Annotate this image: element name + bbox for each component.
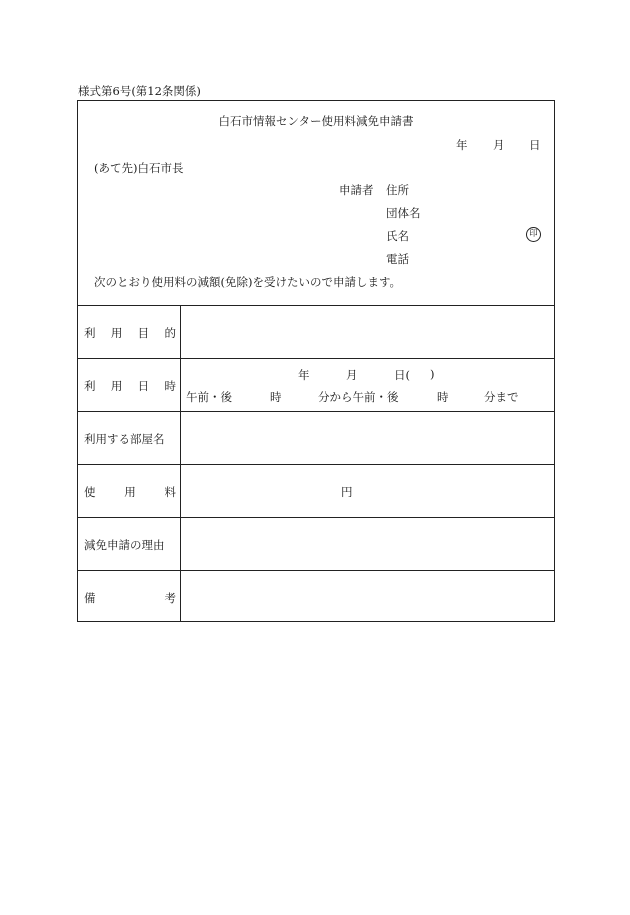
room-field[interactable] bbox=[181, 412, 554, 464]
label-char: 用 bbox=[110, 326, 123, 340]
label-char: 用 bbox=[110, 379, 123, 393]
fee-label bbox=[84, 484, 176, 500]
applicant-phone-label: 電話 bbox=[386, 252, 409, 266]
use-year: 年 bbox=[298, 368, 310, 382]
statement: 次のとおり使用料の減額(免除)を受けたいので申請します。 bbox=[94, 275, 402, 289]
use-weekday-close: ) bbox=[430, 367, 435, 381]
label-char: 的 bbox=[164, 326, 176, 340]
form-title: 白石市情報センター使用料減免申請書 bbox=[218, 114, 414, 128]
fee-field[interactable] bbox=[181, 465, 554, 517]
fee-unit: 円 bbox=[341, 485, 353, 499]
date-year: 年 bbox=[456, 138, 468, 152]
form-reference: 様式第6号(第12条関係) bbox=[78, 84, 201, 98]
hour-from: 時 bbox=[270, 390, 282, 404]
datetime-label bbox=[84, 378, 176, 394]
room-label: 利用する部屋名 bbox=[84, 432, 165, 446]
purpose-label bbox=[84, 325, 176, 341]
use-month: 月 bbox=[346, 368, 358, 382]
remarks-label bbox=[84, 590, 176, 606]
label-char: 考 bbox=[164, 591, 176, 605]
minute-from: 分から午前・後 bbox=[318, 390, 399, 404]
label-char: 料 bbox=[164, 485, 176, 499]
use-day: 日( bbox=[394, 368, 410, 382]
purpose-field[interactable] bbox=[181, 306, 554, 358]
applicant-organization-label: 団体名 bbox=[386, 206, 421, 220]
reason-field[interactable] bbox=[181, 518, 554, 570]
applicant-address-label: 住所 bbox=[386, 183, 409, 197]
label-char: 利 bbox=[84, 379, 96, 393]
date-month: 月 bbox=[493, 138, 505, 152]
label-char: 使 bbox=[84, 485, 96, 499]
datetime-field[interactable] bbox=[181, 359, 554, 411]
applicant-heading: 申請者 bbox=[339, 183, 374, 197]
date-day: 日 bbox=[529, 138, 541, 152]
remarks-field[interactable] bbox=[181, 571, 554, 621]
reason-label: 減免申請の理由 bbox=[84, 538, 165, 552]
addressee: (あて先)白石市長 bbox=[94, 161, 184, 175]
label-char: 利 bbox=[84, 326, 96, 340]
label-char: 備 bbox=[84, 591, 96, 605]
ampm-from: 午前・後 bbox=[186, 390, 232, 404]
seal-mark: 印 bbox=[526, 227, 541, 242]
hour-to: 時 bbox=[437, 390, 449, 404]
label-char: 目 bbox=[137, 326, 150, 340]
application-form bbox=[77, 100, 555, 622]
label-char: 日 bbox=[137, 379, 150, 393]
label-char: 時 bbox=[164, 379, 176, 393]
minute-to: 分まで bbox=[484, 390, 519, 404]
applicant-name-label: 氏名 bbox=[386, 229, 409, 243]
label-char: 用 bbox=[124, 485, 136, 499]
